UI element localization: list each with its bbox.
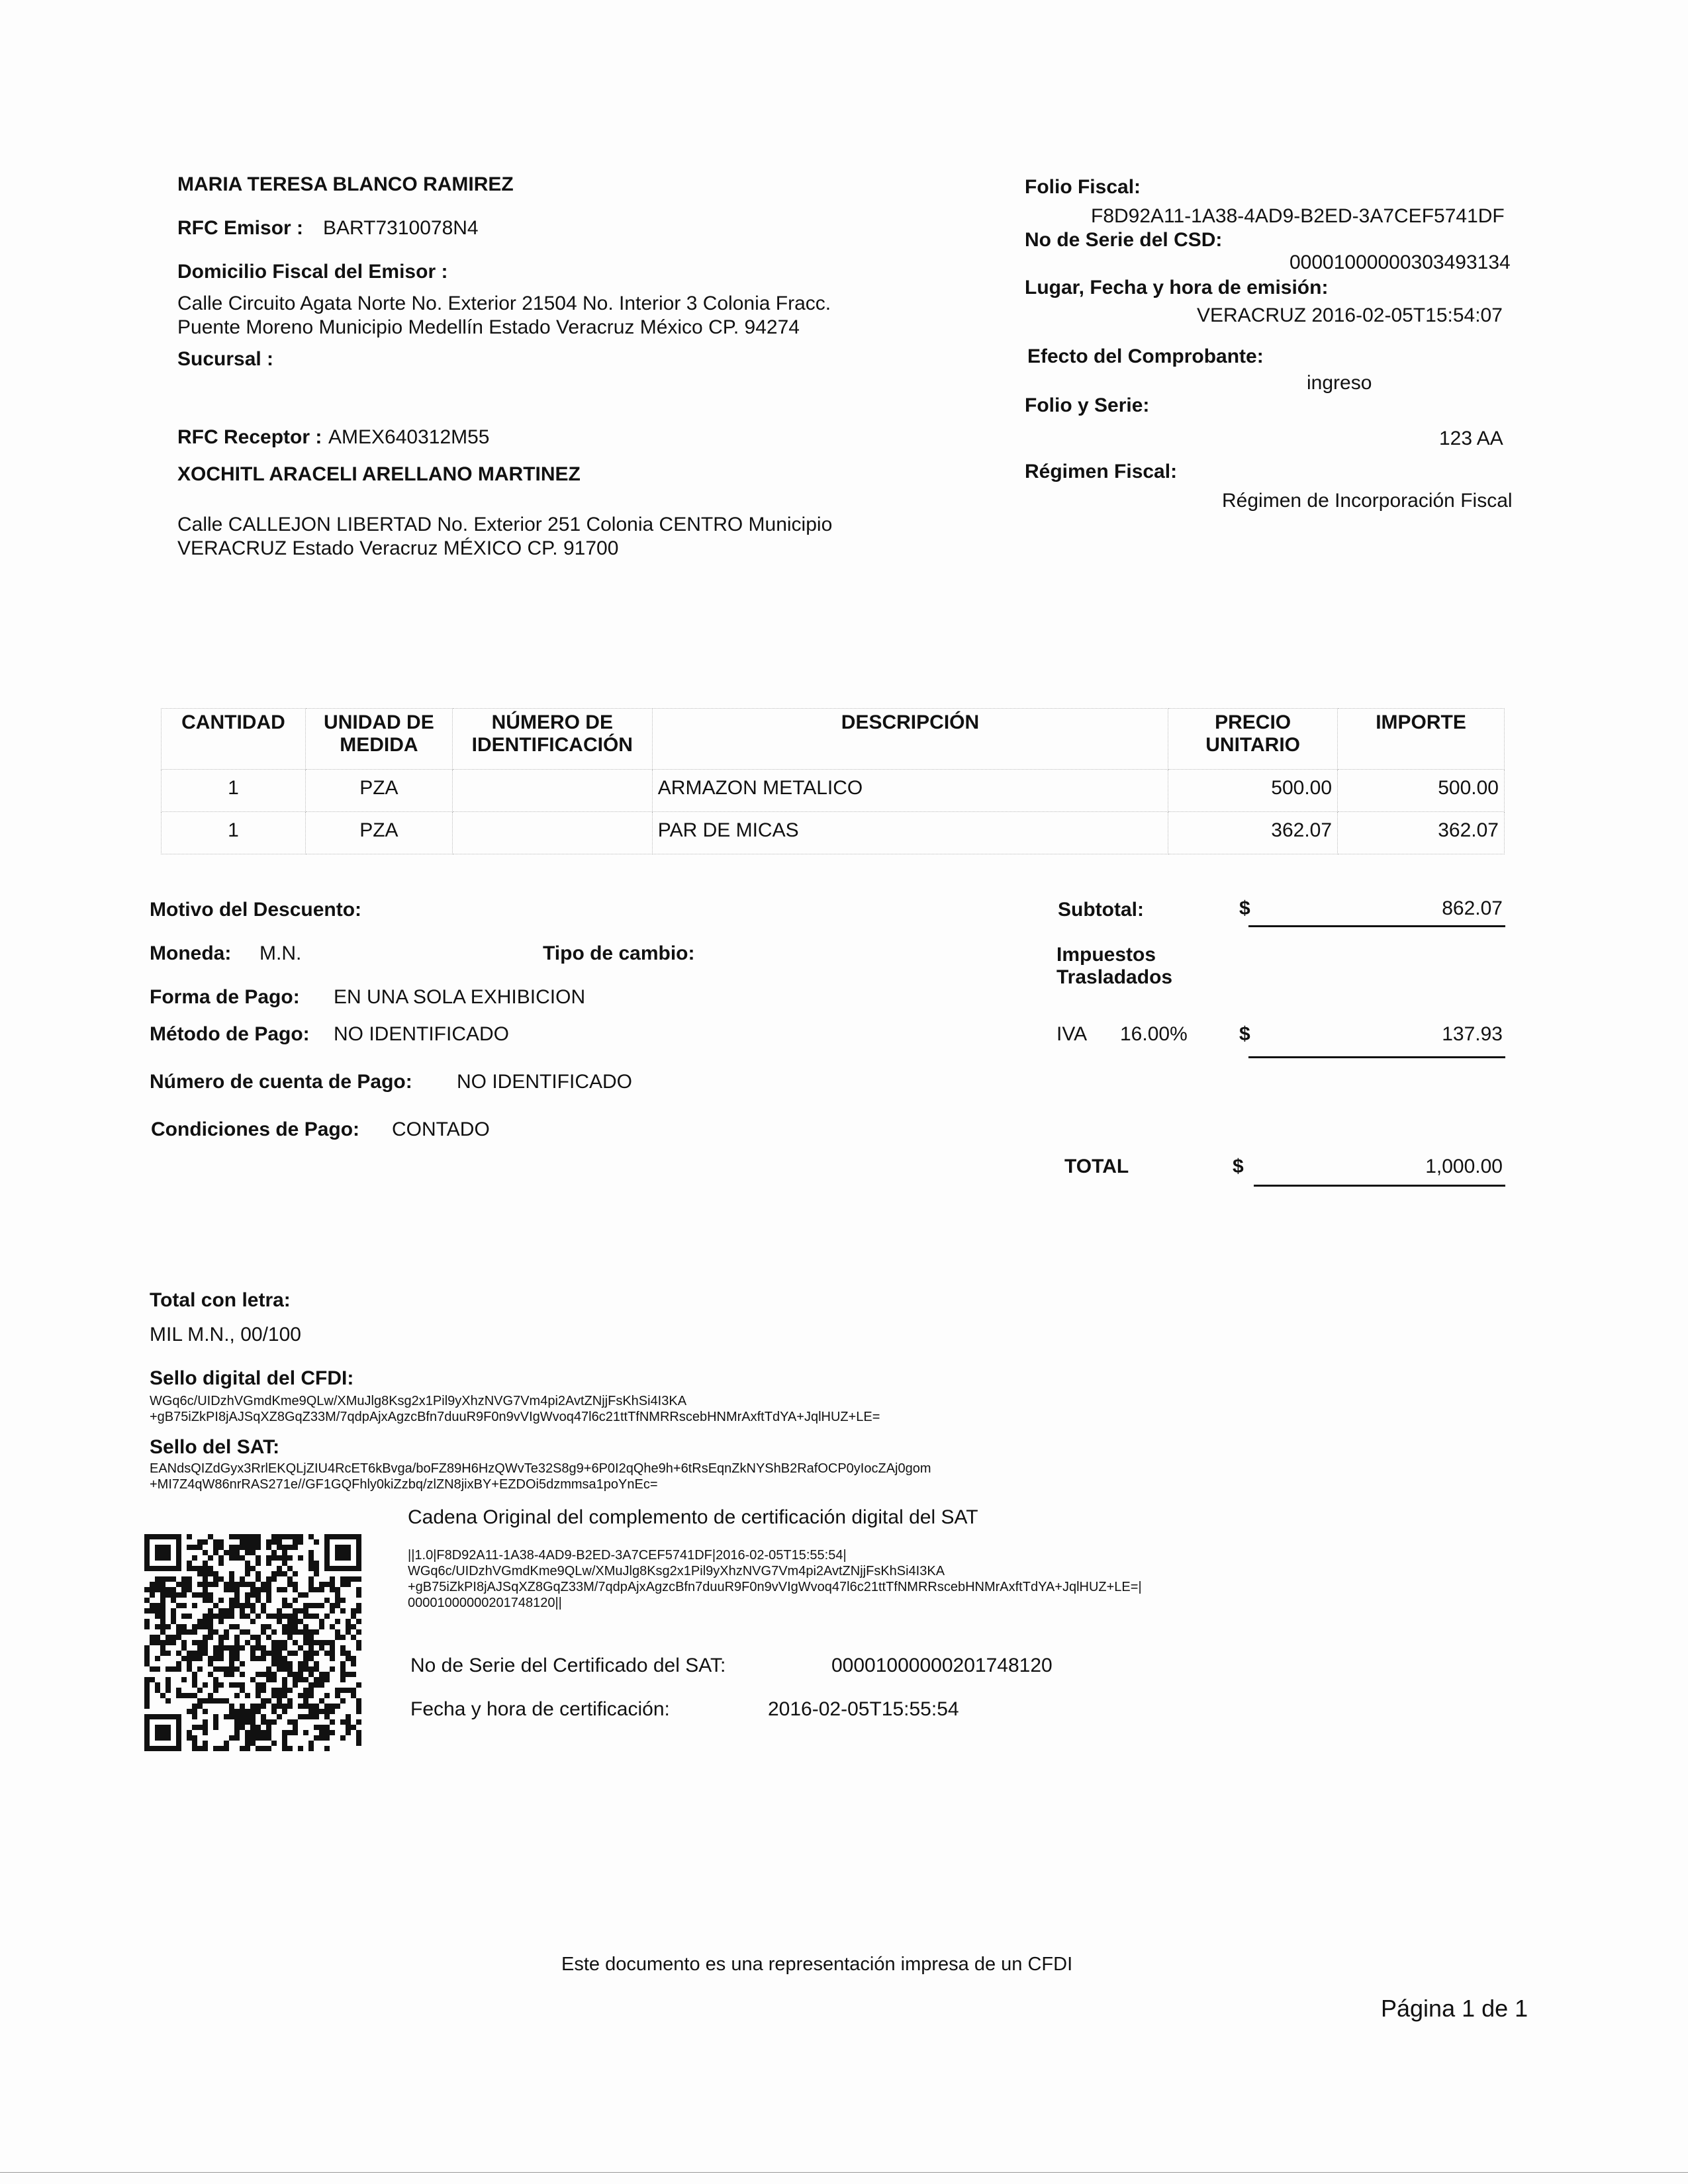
- bottom-divider: [0, 2172, 1688, 2173]
- cadena-line3: +gB75iZkPI8jAJSqXZ8GqZ33M/7qdpAjxAgzcBfn7duuR9F0n9vVIgWvoq47l6c21ttTfNMRRscebHNMrAxftTdYA+JqlHUZ+LE=|: [408, 1580, 1142, 1594]
- total-currency: $: [1233, 1156, 1244, 1177]
- table-row: [162, 812, 1505, 854]
- page-number: Página 1 de 1: [1381, 1995, 1528, 2022]
- cadena-line4: 00001000000201748120||: [408, 1596, 562, 1610]
- iva-value: 137.93: [1442, 1023, 1503, 1045]
- serie-certificado-label: No de Serie del Certificado del SAT:: [410, 1655, 726, 1676]
- subtotal-underline: [1248, 925, 1505, 927]
- folio-fiscal-value: F8D92A11-1A38-4AD9-B2ED-3A7CEF5741DF: [1091, 205, 1505, 227]
- sello-cfdi-line2: +gB75iZkPI8jAJSqXZ8GqZ33M/7qdpAjxAgzcBfn7duuR9F0n9vVIgWvoq47l6c21ttTfNMRRscebHNMrAxftTdYA+JqlHUZ+LE=: [150, 1410, 880, 1424]
- header-importe: IMPORTE: [1338, 709, 1505, 770]
- iva-currency: $: [1239, 1023, 1250, 1045]
- folio-serie-label: Folio y Serie:: [1025, 394, 1150, 416]
- efecto-value: ingreso: [1307, 372, 1372, 394]
- sello-cfdi-label: Sello digital del CFDI:: [150, 1367, 354, 1389]
- subtotal-currency: $: [1239, 897, 1250, 919]
- efecto-label: Efecto del Comprobante:: [1027, 345, 1264, 367]
- items-table: [161, 708, 1505, 854]
- cell-cantidad: 1: [162, 812, 306, 854]
- cuenta-pago-value: NO IDENTIFICADO: [457, 1071, 633, 1093]
- cell-importe: 362.07: [1338, 812, 1505, 854]
- sello-sat-line2: +MI7Z4qW86nrRAS271e//GF1GQFhly0kiZzbq/zlZN8jixBY+EZDOi5dzmmsa1poYnEc=: [150, 1477, 658, 1492]
- header-precio: PRECIO UNITARIO: [1168, 709, 1338, 770]
- footer-note: Este documento es una representación impresa de un CFDI: [561, 1954, 1073, 1975]
- folio-serie-value: 123 AA: [1439, 428, 1503, 449]
- forma-pago-label: Forma de Pago:: [150, 986, 300, 1008]
- domicilio-emisor-line2: Puente Moreno Municipio Medellín Estado Veracruz México CP. 94274: [177, 316, 800, 338]
- forma-pago-value: EN UNA SOLA EXHIBICION: [334, 986, 586, 1008]
- metodo-pago-value: NO IDENTIFICADO: [334, 1023, 510, 1045]
- total-letra-label: Total con letra:: [150, 1289, 291, 1311]
- header-cantidad: CANTIDAD: [162, 709, 306, 770]
- iva-underline: [1248, 1056, 1505, 1058]
- cuenta-pago-label: Número de cuenta de Pago:: [150, 1071, 412, 1093]
- cell-numero: [452, 770, 652, 812]
- cell-unidad: PZA: [305, 770, 452, 812]
- total-value: 1,000.00: [1425, 1156, 1503, 1177]
- qr-code-icon: [144, 1534, 361, 1751]
- iva-label: IVA: [1056, 1023, 1088, 1045]
- motivo-descuento-label: Motivo del Descuento:: [150, 899, 362, 921]
- serie-csd-value: 00001000000303493134: [1289, 251, 1511, 273]
- lugar-fecha-value: VERACRUZ 2016-02-05T15:54:07: [1197, 304, 1503, 326]
- header-numero: NÚMERO DE IDENTIFICACIÓN: [452, 709, 652, 770]
- lugar-fecha-label: Lugar, Fecha y hora de emisión:: [1025, 277, 1329, 298]
- cell-cantidad: 1: [162, 770, 306, 812]
- serie-certificado-value: 00001000000201748120: [831, 1655, 1053, 1676]
- cell-descripcion: ARMAZON METALICO: [652, 770, 1168, 812]
- header-descripcion: DESCRIPCIÓN: [652, 709, 1168, 770]
- cadena-title: Cadena Original del complemento de certificación digital del SAT: [408, 1506, 978, 1528]
- impuestos-label-2: Trasladados: [1056, 966, 1173, 988]
- domicilio-receptor-line1: Calle CALLEJON LIBERTAD No. Exterior 251 Colonia CENTRO Municipio: [177, 514, 833, 535]
- subtotal-value: 862.07: [1442, 897, 1503, 919]
- fecha-certificacion-label: Fecha y hora de certificación:: [410, 1698, 670, 1720]
- tipo-cambio-label: Tipo de cambio:: [543, 942, 695, 964]
- serie-csd-label: No de Serie del CSD:: [1025, 229, 1223, 251]
- condiciones-pago-label: Condiciones de Pago:: [151, 1118, 360, 1140]
- moneda-value: M.N.: [259, 942, 302, 964]
- moneda-label: Moneda:: [150, 942, 232, 964]
- domicilio-emisor-label: Domicilio Fiscal del Emisor :: [177, 261, 448, 283]
- emisor-nombre: MARIA TERESA BLANCO RAMIREZ: [177, 173, 514, 195]
- rfc-emisor-value: BART7310078N4: [323, 217, 479, 239]
- rfc-emisor-label: RFC Emisor :: [177, 217, 304, 239]
- domicilio-emisor-line1: Calle Circuito Agata Norte No. Exterior 21504 No. Interior 3 Colonia Fracc.: [177, 293, 831, 314]
- total-underline: [1254, 1185, 1505, 1187]
- total-letra-value: MIL M.N., 00/100: [150, 1324, 301, 1345]
- regimen-value: Régimen de Incorporación Fiscal: [1222, 490, 1513, 512]
- cell-numero: [452, 812, 652, 854]
- cell-importe: 500.00: [1338, 770, 1505, 812]
- table-header-row: [162, 709, 1505, 770]
- cell-precio: 362.07: [1168, 812, 1338, 854]
- subtotal-label: Subtotal:: [1058, 899, 1144, 921]
- metodo-pago-label: Método de Pago:: [150, 1023, 310, 1045]
- cell-precio: 500.00: [1168, 770, 1338, 812]
- rfc-receptor-label: RFC Receptor :: [177, 426, 322, 448]
- sello-cfdi-line1: WGq6c/UIDzhVGmdKme9QLw/XMuJlg8Ksg2x1Pil9yXhzNVG7Vm4pi2AvtZNjjFsKhSi4I3KA: [150, 1394, 687, 1408]
- regimen-label: Régimen Fiscal:: [1025, 461, 1178, 482]
- domicilio-receptor-line2: VERACRUZ Estado Veracruz MÉXICO CP. 91700: [177, 537, 619, 559]
- sello-sat-line1: EANdsQIZdGyx3RrlEKQLjZIU4RcET6kBvga/boFZ89H6HzQWvTe32S8g9+6P0I2qQhe9h+6tRsEqnZkNYShB2RafOCP0yIocZAj0gom: [150, 1461, 931, 1476]
- folio-fiscal-label: Folio Fiscal:: [1025, 176, 1141, 198]
- total-label: TOTAL: [1064, 1156, 1129, 1177]
- rfc-receptor-value: AMEX640312M55: [328, 426, 490, 448]
- cell-descripcion: PAR DE MICAS: [652, 812, 1168, 854]
- table-row: [162, 770, 1505, 812]
- receptor-nombre: XOCHITL ARACELI ARELLANO MARTINEZ: [177, 463, 581, 485]
- cadena-line1: ||1.0|F8D92A11-1A38-4AD9-B2ED-3A7CEF5741DF|2016-02-05T15:55:54|: [408, 1548, 847, 1563]
- cadena-line2: WGq6c/UIDzhVGmdKme9QLw/XMuJlg8Ksg2x1Pil9yXhzNVG7Vm4pi2AvtZNjjFsKhSi4I3KA: [408, 1564, 945, 1578]
- header-unidad: UNIDAD DE MEDIDA: [305, 709, 452, 770]
- condiciones-pago-value: CONTADO: [392, 1118, 490, 1140]
- cell-unidad: PZA: [305, 812, 452, 854]
- fecha-certificacion-value: 2016-02-05T15:55:54: [768, 1698, 959, 1720]
- sello-sat-label: Sello del SAT:: [150, 1436, 280, 1458]
- iva-rate: 16.00%: [1120, 1023, 1188, 1045]
- impuestos-label-1: Impuestos: [1056, 944, 1156, 966]
- sucursal-label: Sucursal :: [177, 348, 274, 370]
